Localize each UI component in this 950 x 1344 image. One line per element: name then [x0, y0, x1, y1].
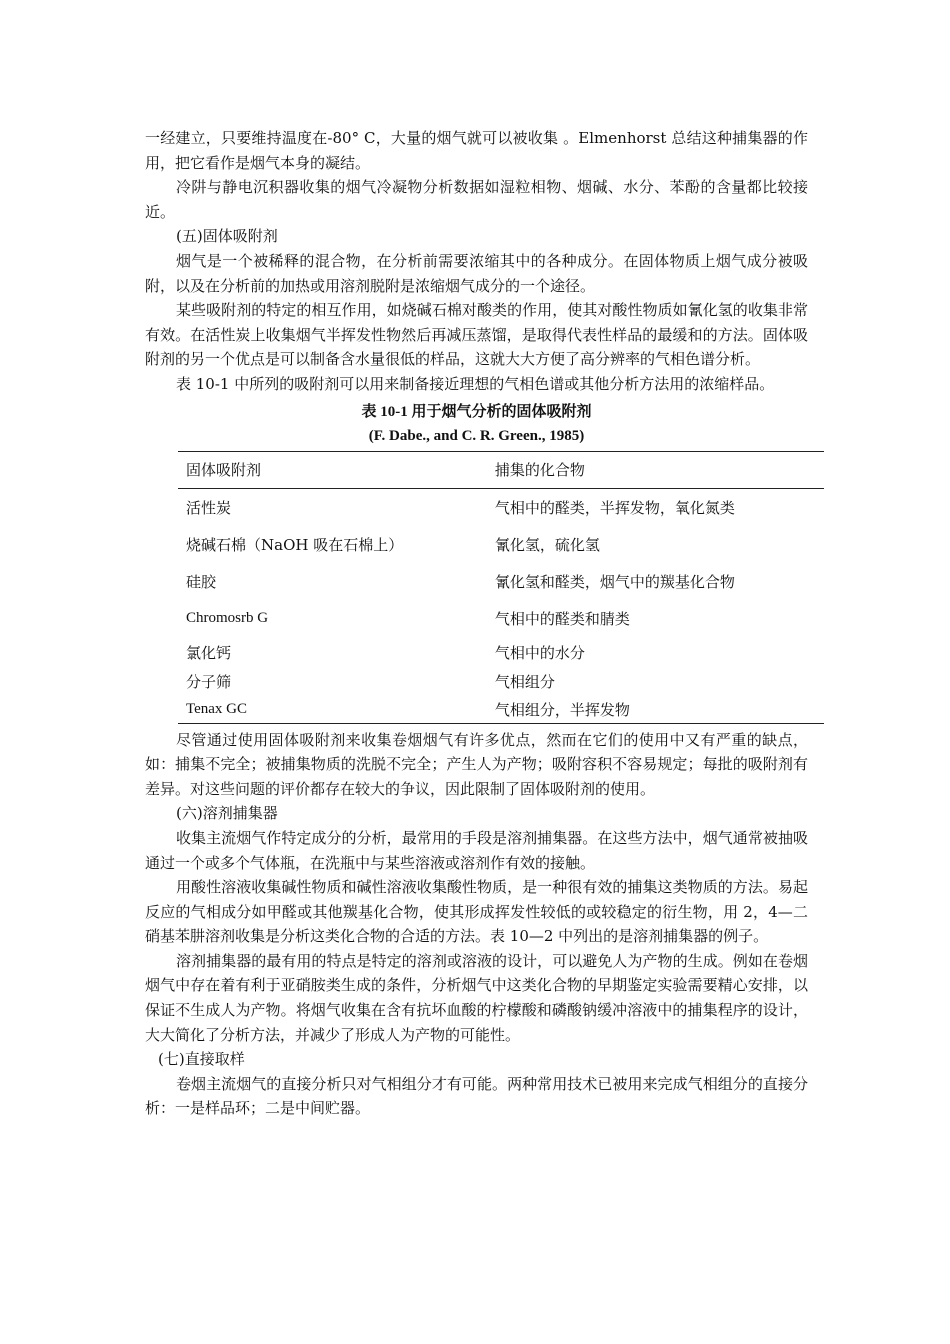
paragraph-adsorbent-interaction: 某些吸附剂的特定的相互作用，如烧碱石棉对酸类的作用，使其对酸性物质如氰化氢的收集非常有效。在活性炭上收集烟气半挥发性物然后再减压蒸馏，是取得代表性样品的最缓和的方法。固体吸附剂的另一个优点是可以制备含水量很低的样品，这就大大方便了高分辨率的气相色谱分析。 [145, 301, 808, 369]
adsorbent-table [178, 451, 824, 724]
compounds-cell: 氰化氢和醛类，烟气中的羰基化合物 [494, 572, 735, 591]
section-heading-solid-adsorbent: (五)固体吸附剂 [176, 227, 278, 246]
column-header-adsorbent: 固体吸附剂 [186, 461, 262, 480]
table-caption: 表 10-1 用于烟气分析的固体吸附剂 [361, 403, 592, 420]
compounds-cell: 气相组分，半挥发物 [494, 700, 630, 719]
column-header-compounds: 捕集的化合物 [494, 461, 585, 480]
paragraph-continuation: 一经建立，只要维持温度在-80° C，大量的烟气就可以被收集 。Elmenhorst 总结这种捕集器的作用，把它看作是烟气本身的凝结。 [145, 129, 808, 172]
adsorbent-cell: Chromosrb G [186, 609, 269, 626]
adsorbent-cell: 活性炭 [186, 498, 232, 517]
table-row [178, 637, 824, 668]
compounds-cell: 氰化氢，硫化氢 [494, 535, 600, 554]
adsorbent-cell: 分子筛 [186, 673, 232, 692]
paragraph-solvent-design: 溶剂捕集器的最有用的特点是特定的溶剂或溶液的设计，可以避免人为产物的生成。例如在卷烟烟气中存在着有利于亚硝胺类生成的条件，分析烟气中这类化合物的早期鉴定实验需要精心安排，以保证不生成人为产物。将烟气收集在含有抗坏血酸的柠檬酸和磷酸钠缓冲溶液中的捕集程序的设计，大大简化了分析方法，并减少了形成人为产物的可能性。 [145, 951, 808, 1044]
adsorbent-cell: 烧碱石棉（NaOH 吸在石棉上） [186, 535, 404, 554]
adsorbent-cell: 硅胶 [186, 572, 217, 591]
table-source: (F. Dabe., and C. R. Green., 1985) [368, 427, 585, 444]
adsorbent-cell: Tenax GC [186, 700, 248, 717]
document-body [145, 126, 808, 1121]
paragraph-direct-analysis: 卷烟主流烟气的直接分析只对气相组分才有可能。两种常用技术已被用来完成气相组分的直接分析：一是样品环；二是中间贮器。 [145, 1074, 808, 1118]
compounds-cell: 气相中的醛类，半挥发物，氧化氮类 [494, 498, 735, 517]
table-row [178, 488, 824, 526]
table-header-row [178, 451, 824, 488]
compounds-cell: 气相中的水分 [494, 643, 585, 662]
paragraph-acid-base-solution: 用酸性溶液收集碱性物质和碱性溶液收集酸性物质，是一种很有效的捕集这类物质的方法。易起反应的气相成分如甲醛或其他羰基化合物，使其形成挥发性较低的或较稳定的衍生物，用 2，4—二硝基苯肼溶剂收集是分析这类化合物的合适的方法。表 10—2 中列出的是溶剂捕集器的例子。 [145, 878, 808, 946]
paragraph-solvent-trap: 收集主流烟气作特定成分的分析，最常用的手段是溶剂捕集器。在这些方法中，烟气通常被抽吸通过一个或多个气体瓶，在洗瓶中与某些溶液或溶剂作有效的接触。 [145, 828, 808, 872]
paragraph-smoke-mixture: 烟气是一个被稀释的混合物，在分析前需要浓缩其中的各种成分。在固体物质上烟气成分被吸附，以及在分析前的加热或用溶剂脱附是浓缩烟气成分的一个途径。 [145, 251, 808, 295]
table-row [178, 600, 824, 637]
table-row [178, 563, 824, 600]
compounds-cell: 气相中的醛类和腈类 [494, 609, 630, 628]
paragraph-table-reference: 表 10-1 中所列的吸附剂可以用来制备接近理想的气相色谱或其他分析方法用的浓缩样品。 [176, 374, 775, 393]
compounds-cell: 气相组分 [494, 673, 555, 692]
paragraph-cold-trap: 冷阱与静电沉积器收集的烟气冷凝物分析数据如湿粒相物、烟碱、水分、苯酚的含量都比较接近。 [145, 178, 808, 221]
table-row [178, 668, 824, 696]
section-heading-solvent-trap: (六)溶剂捕集器 [176, 804, 278, 823]
section-heading-direct-sampling: (七)直接取样 [158, 1050, 245, 1069]
adsorbent-cell: 氯化钙 [186, 643, 232, 662]
table-row [178, 526, 824, 563]
table-row [178, 696, 824, 724]
paragraph-drawbacks: 尽管通过使用固体吸附剂来收集卷烟烟气有许多优点，然而在它们的使用中又有严重的缺点，如：捕集不完全；被捕集物质的洗脱不完全；产生人为产物；吸附容积不容易规定；每批的吸附剂有差异。对这些问题的评价都存在较大的争议，因此限制了固体吸附剂的使用。 [145, 730, 808, 798]
